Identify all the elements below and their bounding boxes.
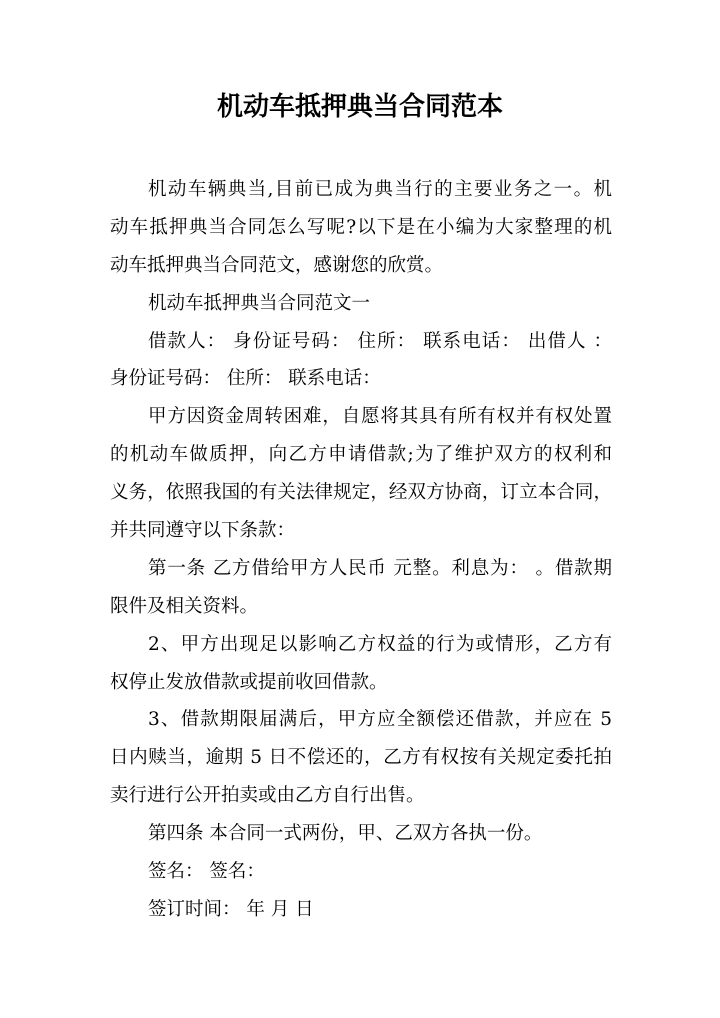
text-line: 卖行进行公开拍卖或由乙方自行出售。 [110,785,425,807]
document-body [110,171,612,929]
text-line: 甲方因资金周转困难，自愿将其具有所有权并有权处置 [148,406,612,428]
text-line: 限件及相关资料。 [110,595,259,617]
text-line: 并共同遵守以下条款： [110,520,296,542]
text-line: 签名： 签名： [148,861,265,883]
signatures-line [110,853,612,891]
text-line: 2、甲方出现足以影响乙方权益的行为或情形，乙方有 [148,633,612,655]
text-line: 义务，依照我国的有关法律规定，经双方协商，订立本合同， [110,482,612,504]
text-line: 3、借款期限届满后，甲方应全额偿还借款，并应在 5 [148,709,612,731]
text-line: 动车抵押典当合同范文，感谢您的欣赏。 [110,254,444,276]
text-line: 身份证号码： 住所： 联系电话： [110,368,381,390]
clause-2-paragraph [110,626,612,702]
sample-heading [110,285,612,323]
text-line: 借款人： 身份证号码： 住所： 联系电话： 出借人 ： [148,330,612,352]
text-line: 第一条 乙方借给甲方人民币 元整。利息为： 。借款期 [148,557,612,579]
clause-3-paragraph [110,701,612,815]
text-line: 机动车辆典当,目前已成为典当行的主要业务之一。机 [148,179,612,200]
document-title: 机动车抵押典当合同范本 [216,92,503,122]
text-line: 机动车抵押典当合同范文一 [148,292,371,314]
text-line: 权停止发放借款或提前收回借款。 [110,671,388,693]
clause-1-paragraph [110,550,612,626]
signing-date-line [110,891,612,929]
text-line: 第四条 本合同一式两份，甲、乙双方各执一份。 [148,823,543,845]
parties-paragraph [110,323,612,399]
intro-paragraph [110,171,612,285]
text-line: 的机动车做质押，向乙方申请借款;为了维护双方的权利和 [110,444,612,466]
preamble-paragraph [110,398,612,550]
text-line: 日内赎当，逾期 5 日不偿还的，乙方有权按有关规定委托拍 [110,747,612,769]
text-line: 签订时间： 年 月 日 [148,898,314,920]
clause-4-paragraph [110,815,612,853]
text-line: 动车抵押典当合同怎么写呢?以下是在小编为大家整理的机 [110,216,612,238]
